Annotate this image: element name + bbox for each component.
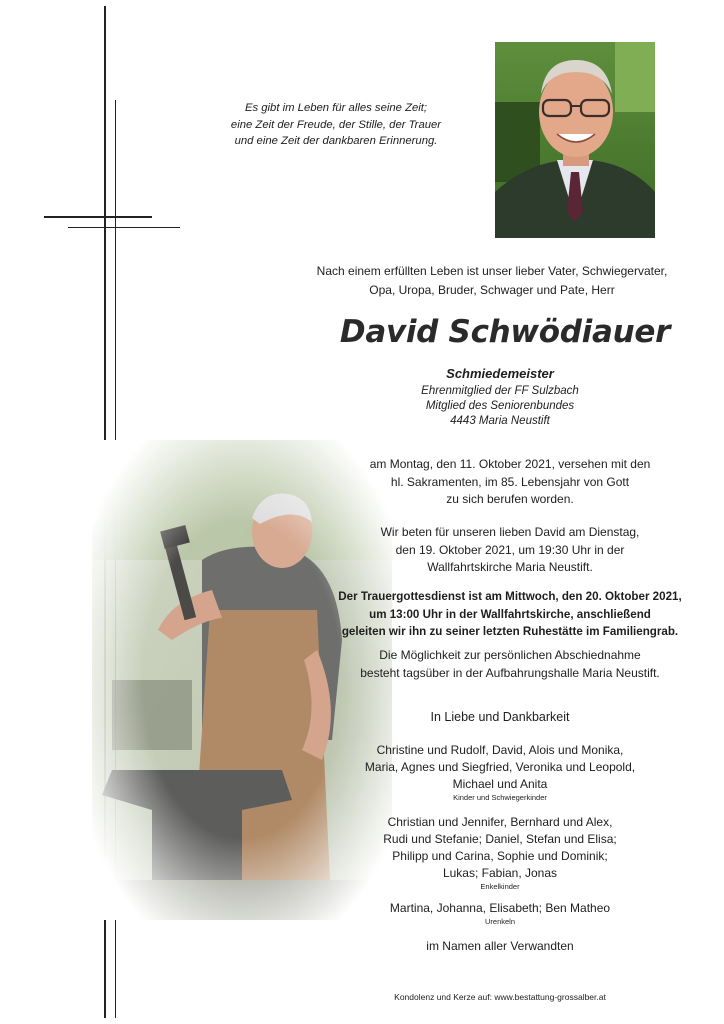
prayer-notice: [300, 524, 720, 577]
honor-line: Mitglied des Seniorenbundes: [425, 400, 575, 412]
deceased-name: David Schwödiauer: [339, 314, 671, 350]
honor-line: Ehrenmitglied der FF Sulzbach: [421, 385, 579, 397]
farewell-line: besteht tagsüber in der Aufbahrungshalle Maria Neustift.: [360, 665, 660, 680]
quote-line: und eine Zeit der dankbaren Erinnerung.: [234, 135, 438, 147]
cross-horizontal-line-2: [68, 227, 180, 228]
intro-text: [272, 262, 712, 300]
death-notice-line: hl. Sakramenten, im 85. Lebensjahr von Gott: [390, 474, 630, 489]
prayer-line: Wallfahrtskirche Maria Neustift.: [427, 560, 593, 574]
mourner-line: Martina, Johanna, Elisabeth; Ben Matheo: [389, 901, 611, 915]
mourner-line: Christian und Jennifer, Bernhard und Alex,: [387, 815, 613, 829]
death-notice-line: am Montag, den 11. Oktober 2021, versehen mit den: [369, 457, 651, 471]
footer-condolence-link[interactable]: Kondolenz und Kerze auf: www.bestattung-grossalber.at: [394, 992, 606, 1002]
mourner-line: Michael und Anita: [452, 777, 548, 791]
quote-block: [196, 100, 476, 150]
mourner-line: Rudi und Stefanie; Daniel, Stefan und Elisa;: [383, 832, 617, 846]
mourner-line: Philipp und Carina, Sophie und Dominik;: [392, 849, 608, 863]
intro-line: Nach einem erfüllten Leben ist unser lieber Vater, Schwiegervater,: [316, 264, 668, 278]
death-notice-line: zu sich berufen worden.: [446, 492, 574, 506]
prayer-line: Wir beten für unseren lieben David am Dienstag,: [380, 525, 640, 539]
mourner-line: Maria, Agnes und Siegfried, Veronika und Leopold,: [364, 760, 636, 774]
funeral-notice: [300, 588, 720, 641]
honor-line: 4443 Maria Neustift: [450, 415, 550, 427]
relation-label: Urenkeln: [484, 917, 515, 926]
quote-line: eine Zeit der Freude, der Stille, der Trauer: [230, 118, 442, 131]
cross-horizontal-line: [44, 216, 152, 218]
relation-label: Kinder und Schwiegerkinder: [453, 793, 547, 802]
farewell-notice: [300, 647, 720, 682]
great-grandchildren-group: [330, 900, 670, 929]
grandchildren-group: [330, 814, 670, 894]
closing-line: im Namen aller Verwandten: [426, 939, 574, 953]
mourner-line: Lukas; Fabian, Jonas: [442, 866, 558, 880]
profession: Schmiedemeister: [446, 366, 554, 381]
funeral-line: geleiten wir ihn zu seiner letzten Ruhestätte im Familiengrab.: [341, 625, 679, 638]
relation-label: Enkelkinder: [480, 882, 520, 891]
intro-line: Opa, Uropa, Bruder, Schwager und Pate, Herr: [369, 283, 615, 297]
mourners-heading: In Liebe und Dankbarkeit: [430, 710, 570, 724]
quote-line: Es gibt im Leben für alles seine Zeit;: [244, 102, 428, 114]
farewell-line: Die Möglichkeit zur persönlichen Abschiednahme: [379, 648, 641, 662]
portrait-photo: [495, 42, 655, 238]
death-notice: [300, 456, 720, 509]
funeral-line: um 13:00 Uhr in der Wallfahrtskirche, anschließend: [369, 607, 651, 621]
children-group: [330, 742, 670, 805]
mourner-line: Christine und Rudolf, David, Alois und Monika,: [376, 743, 624, 757]
funeral-line: Der Trauergottesdienst ist am Mittwoch, den 20. Oktober 2021,: [338, 590, 682, 603]
prayer-line: den 19. Oktober 2021, um 19:30 Uhr in der: [395, 542, 625, 557]
honors-list: [400, 384, 600, 429]
